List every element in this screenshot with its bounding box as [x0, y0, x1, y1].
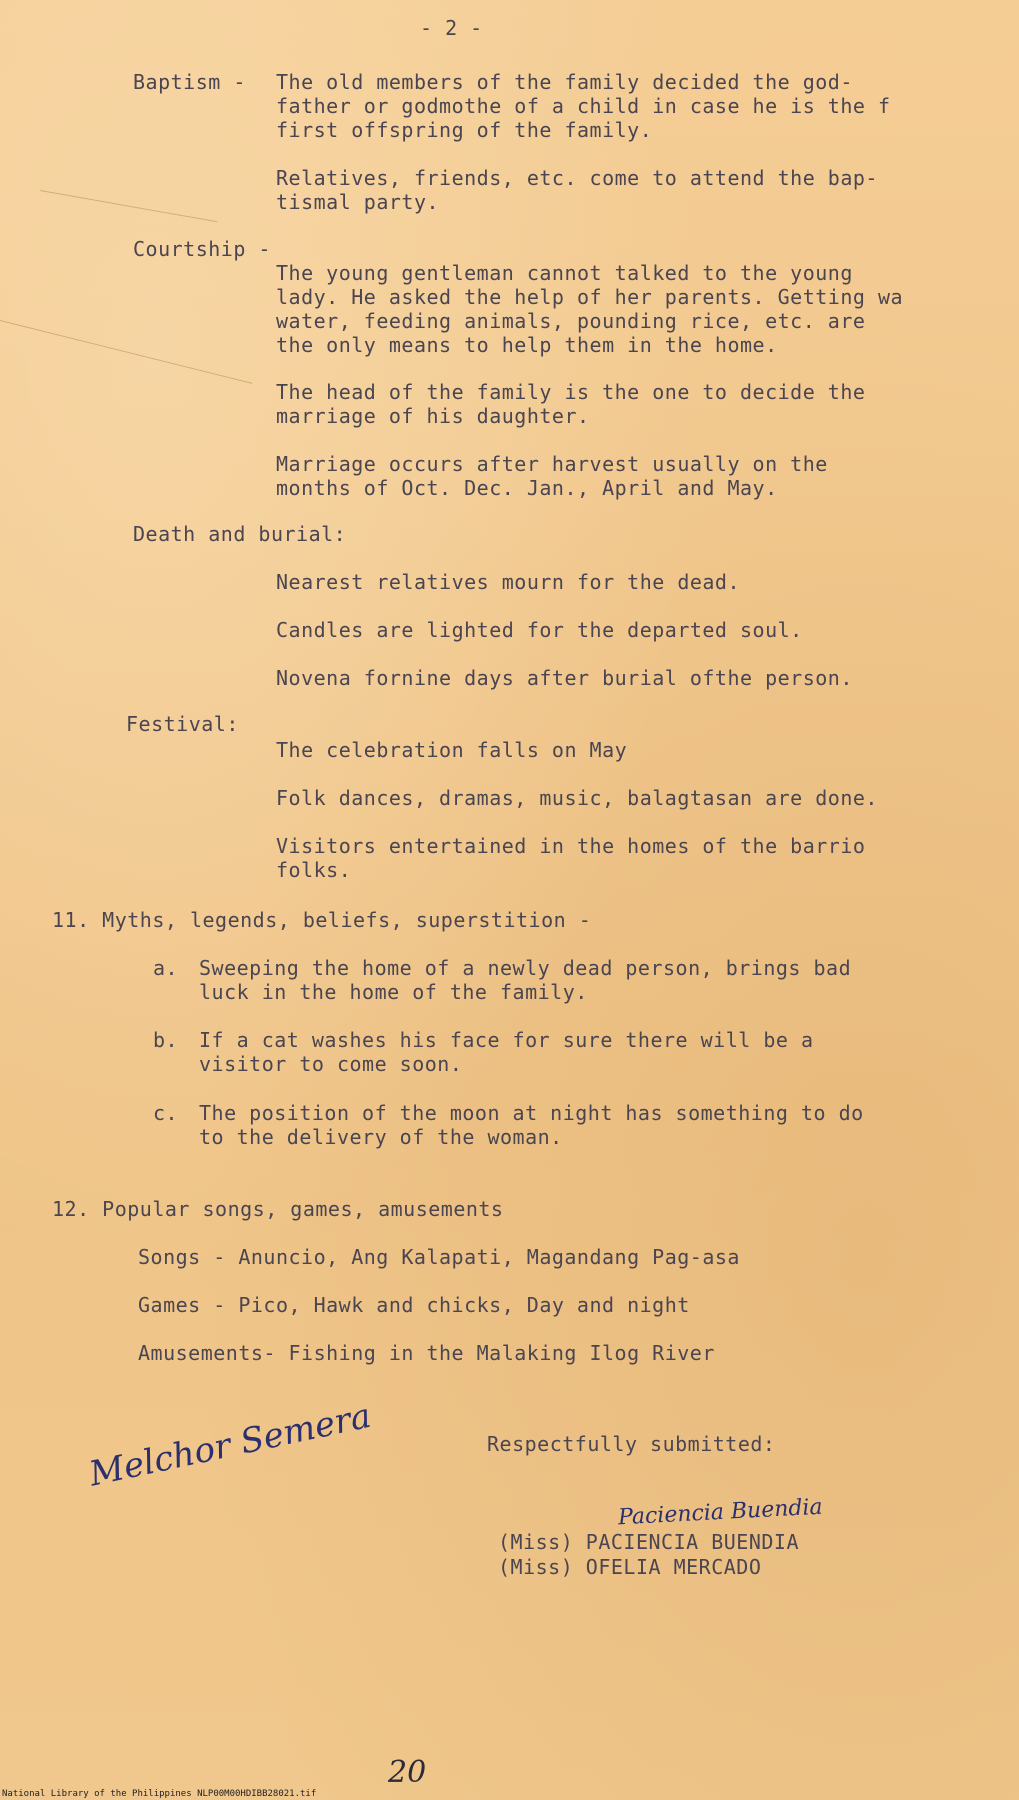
item-marker: c.	[153, 1101, 179, 1125]
death-line: Candles are lighted for the departed soul.	[276, 618, 803, 642]
songs-line: Songs - Anuncio, Ang Kalapati, Magandang Pag-asa	[138, 1245, 740, 1269]
footer-caption: National Library of the Philippines NLP00M00HDIBB28021.tif	[2, 1789, 317, 1799]
baptism-line: Relatives, friends, etc. come to attend the bap-	[276, 166, 878, 190]
paper-crease	[40, 190, 217, 222]
paper-crease	[0, 320, 252, 384]
signer-2: (Miss) OFELIA MERCADO	[498, 1555, 762, 1579]
item-line: Sweeping the home of a newly dead person, brings bad	[199, 956, 852, 980]
courtship-line: The head of the family is the one to decide the	[276, 380, 866, 404]
courtship-line: lady. He asked the help of her parents. Getting wa	[276, 285, 904, 309]
item-marker: b.	[153, 1028, 179, 1052]
page-mark: 20	[388, 1755, 427, 1790]
item-line: luck in the home of the family.	[199, 980, 588, 1004]
death-line: Nearest relatives mourn for the dead.	[276, 570, 741, 594]
death-label: Death and burial:	[133, 522, 347, 546]
courtship-line: months of Oct. Dec. Jan., April and May.	[276, 476, 778, 500]
amusements-line: Amusements- Fishing in the Malaking Ilog River	[138, 1341, 715, 1365]
festival-line: Visitors entertained in the homes of the barrio	[276, 834, 866, 858]
festival-line: The celebration falls on May	[276, 738, 628, 762]
item-line: to the delivery of the woman.	[199, 1125, 563, 1149]
courtship-label: Courtship -	[133, 237, 271, 261]
courtship-line: The young gentleman cannot talked to the young	[276, 261, 853, 285]
baptism-line: tismal party.	[276, 190, 440, 214]
festival-line: folks.	[276, 858, 352, 882]
courtship-line: water, feeding animals, pounding rice, etc. are	[276, 309, 866, 333]
item-line: visitor to come soon.	[199, 1052, 463, 1076]
item-line: If a cat washes his face for sure there will be a	[199, 1028, 814, 1052]
courtship-line: Marriage occurs after harvest usually on the	[276, 452, 828, 476]
item-line: The position of the moon at night has something to do	[199, 1101, 864, 1125]
signer-1: (Miss) PACIENCIA BUENDIA	[498, 1530, 799, 1554]
baptism-line: The old members of the family decided the god-	[276, 70, 853, 94]
respectfully-submitted: Respectfully submitted:	[487, 1432, 776, 1456]
festival-line: Folk dances, dramas, music, balagtasan are done.	[276, 786, 878, 810]
page-number: - 2 -	[420, 16, 483, 40]
games-line: Games - Pico, Hawk and chicks, Day and night	[138, 1293, 690, 1317]
festival-label: Festival:	[126, 712, 239, 736]
left-signature: Melchor Semera	[85, 1395, 375, 1495]
right-signature: Paciencia Buendia	[617, 1494, 824, 1531]
courtship-line: marriage of his daughter.	[276, 404, 590, 428]
baptism-label: Baptism -	[133, 70, 246, 94]
courtship-line: the only means to help them in the home.	[276, 333, 778, 357]
baptism-line: first offspring of the family.	[276, 118, 653, 142]
section-12-heading: 12. Popular songs, games, amusements	[52, 1197, 504, 1221]
item-marker: a.	[153, 956, 179, 980]
death-line: Novena fornine days after burial ofthe person.	[276, 666, 853, 690]
section-11-heading: 11. Myths, legends, beliefs, superstition -	[52, 908, 592, 932]
baptism-line: father or godmothe of a child in case he is the f	[276, 94, 891, 118]
